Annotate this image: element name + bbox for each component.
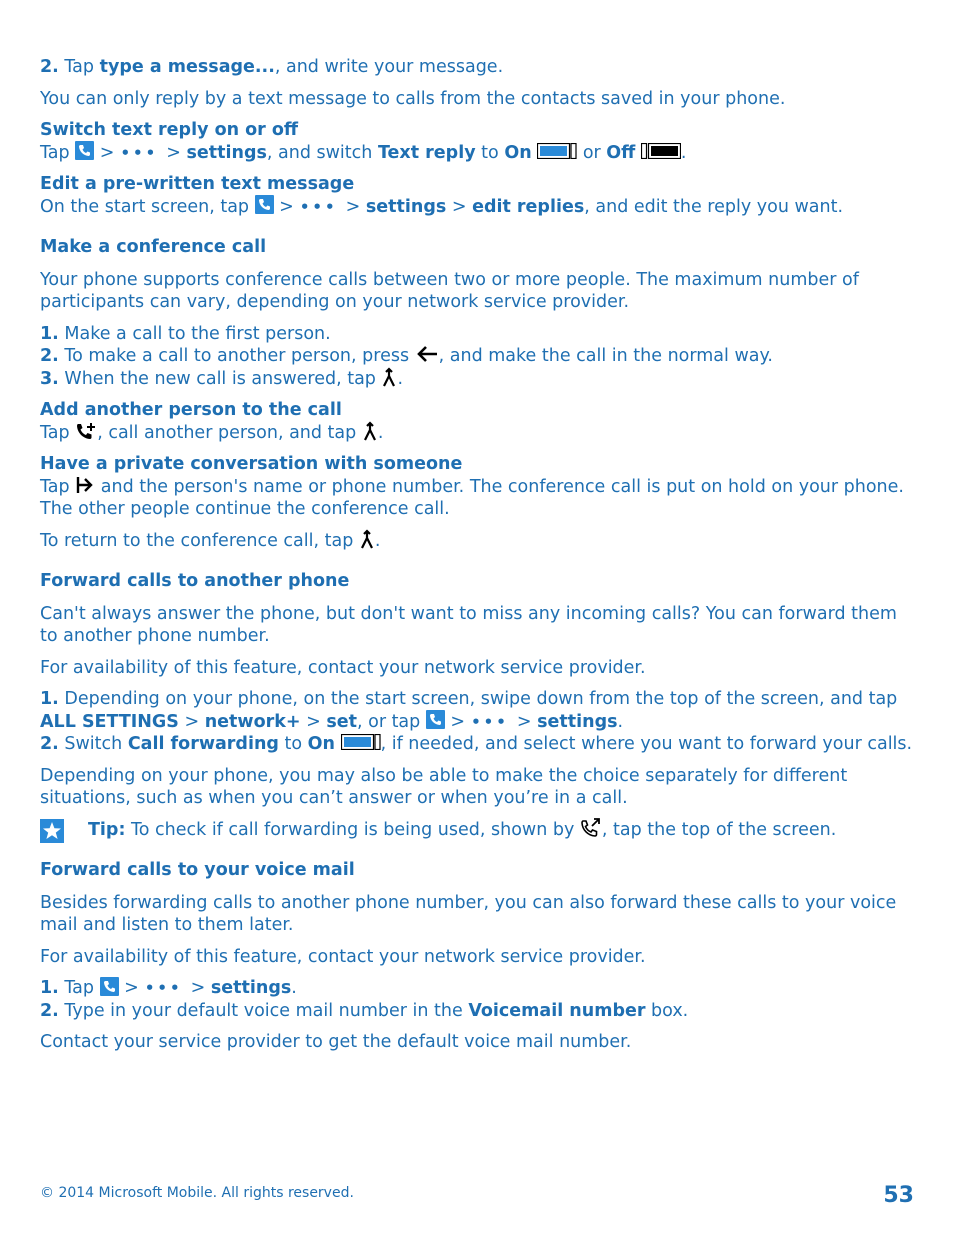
step-number: 2. bbox=[40, 57, 59, 77]
ui-term: network+ bbox=[204, 711, 301, 732]
ui-term: Text reply bbox=[377, 142, 476, 163]
more-dots-icon: ••• bbox=[120, 143, 159, 162]
toggle-on-icon bbox=[537, 143, 577, 159]
switch-text-reply-text bbox=[40, 142, 920, 165]
ui-term: type a message... bbox=[99, 57, 275, 77]
ui-term: On bbox=[504, 142, 532, 163]
ui-term: settings bbox=[210, 978, 292, 998]
forward-intro: Can't always answer the phone, but don't want to miss any incoming calls? You can forward them to another phone number. bbox=[40, 603, 897, 646]
text: Tap bbox=[58, 57, 100, 77]
private-section bbox=[40, 453, 920, 521]
text: Tap bbox=[40, 476, 76, 497]
text: to bbox=[278, 734, 308, 754]
private-call-icon bbox=[75, 475, 95, 495]
text: or bbox=[582, 142, 607, 163]
text: . bbox=[291, 978, 297, 998]
voicemail-intro: Besides forwarding calls to another phone number, you can also forward these calls to your voice mail and listen to them later. bbox=[40, 892, 897, 935]
conference-steps bbox=[40, 323, 920, 391]
text: > bbox=[300, 711, 327, 732]
step bbox=[40, 977, 920, 1000]
text: > bbox=[279, 196, 294, 217]
text: Type in your default voice mail number in the bbox=[58, 1000, 469, 1021]
page-number: 53 bbox=[883, 1183, 914, 1208]
text: > bbox=[166, 142, 181, 163]
step bbox=[40, 345, 920, 368]
text: > bbox=[446, 196, 473, 217]
phone-icon bbox=[100, 977, 119, 996]
voicemail-availability: For availability of this feature, contact your network service provider. bbox=[40, 946, 646, 967]
voicemail-contact: Contact your service provider to get the default voice mail number. bbox=[40, 1032, 632, 1052]
section-title: Make a conference call bbox=[40, 237, 267, 257]
subheading: Edit a pre-written text message bbox=[40, 174, 355, 194]
step bbox=[40, 1000, 920, 1023]
section-title: Forward calls to another phone bbox=[40, 571, 350, 591]
star-icon bbox=[40, 819, 64, 843]
text: > bbox=[516, 711, 532, 732]
tip-label: Tip: bbox=[88, 819, 126, 840]
section-title: Forward calls to your voice mail bbox=[40, 860, 355, 880]
text: Make a call to the first person. bbox=[58, 323, 331, 344]
text: , and edit the reply you want. bbox=[584, 196, 844, 217]
text: , tap the top of the screen. bbox=[601, 819, 837, 840]
add-call-icon bbox=[75, 421, 97, 441]
text: , or tap bbox=[356, 711, 426, 732]
step bbox=[40, 368, 920, 391]
more-dots-icon: ••• bbox=[144, 979, 183, 997]
ui-term: On bbox=[307, 734, 335, 754]
text: Depending on your phone, on the start screen, swipe down from the top of the screen, and tap bbox=[58, 689, 898, 709]
text: > bbox=[124, 978, 139, 998]
reply-note: You can only reply by a text message to calls from the contacts saved in your phone. bbox=[40, 88, 786, 109]
text: To make a call to another person, press bbox=[58, 346, 415, 366]
step bbox=[40, 688, 920, 711]
text: Switch bbox=[58, 734, 128, 754]
step bbox=[40, 323, 920, 346]
private-text bbox=[40, 476, 920, 521]
edit-reply-section bbox=[40, 173, 920, 218]
back-arrow-icon bbox=[415, 344, 439, 364]
reply-step-2 bbox=[40, 56, 920, 79]
merge-calls-icon bbox=[381, 367, 397, 387]
phone-icon bbox=[426, 710, 445, 729]
text: > bbox=[190, 978, 206, 998]
subheading: Have a private conversation with someone bbox=[40, 454, 463, 474]
forward-availability: For availability of this feature, contact your network service provider. bbox=[40, 657, 646, 678]
text: , call another person, and tap bbox=[97, 422, 362, 443]
text: and the person's name or phone number. The conference call is put on hold on your phone. The other people continue the conference call. bbox=[40, 476, 904, 519]
copyright-footer: © 2014 Microsoft Mobile. All rights reserved. bbox=[40, 1185, 354, 1201]
text: > bbox=[450, 711, 466, 732]
add-person-text bbox=[40, 422, 920, 445]
text: Tap bbox=[58, 978, 100, 998]
ui-term: set bbox=[326, 711, 357, 732]
text: Tap bbox=[40, 142, 76, 163]
text: box. bbox=[645, 1000, 689, 1021]
phone-icon bbox=[75, 141, 94, 160]
text: . bbox=[397, 368, 404, 389]
text: On the start screen, tap bbox=[40, 196, 255, 217]
merge-calls-icon bbox=[362, 421, 378, 441]
step-number: 3. bbox=[40, 368, 59, 389]
text: To return to the conference call, tap bbox=[40, 530, 359, 551]
merge-calls-icon bbox=[359, 529, 375, 549]
edit-reply-text bbox=[40, 196, 920, 219]
step bbox=[40, 733, 920, 756]
tip bbox=[40, 819, 920, 842]
call-forwarding-icon bbox=[580, 818, 602, 838]
toggle-off-icon bbox=[641, 143, 681, 159]
text: To check if call forwarding is being used, shown by bbox=[125, 819, 580, 840]
forward-steps bbox=[40, 688, 920, 756]
text: > bbox=[345, 196, 361, 217]
text: > bbox=[178, 711, 205, 732]
text: , and write your message. bbox=[274, 57, 504, 77]
step-number: 2. bbox=[40, 346, 59, 366]
document-page bbox=[40, 56, 920, 1063]
ui-term: Call forwarding bbox=[127, 734, 279, 754]
text: When the new call is answered, tap bbox=[58, 368, 382, 389]
forward-note: Depending on your phone, you may also be able to make the choice separately for different situations, such as when you can’t answer or when you’re in a call. bbox=[40, 765, 848, 808]
text: . bbox=[374, 530, 381, 551]
step-number: 1. bbox=[40, 689, 59, 709]
add-person-section bbox=[40, 399, 920, 444]
toggle-on-icon bbox=[341, 734, 381, 750]
text: Tap bbox=[40, 422, 76, 443]
more-dots-icon: ••• bbox=[471, 712, 509, 731]
voicemail-steps bbox=[40, 977, 920, 1022]
switch-text-reply-section bbox=[40, 119, 920, 164]
text: . bbox=[617, 711, 624, 732]
text: . bbox=[680, 142, 687, 163]
step-number: 2. bbox=[40, 1000, 59, 1021]
subheading: Switch text reply on or off bbox=[40, 120, 299, 140]
ui-term: Off bbox=[606, 142, 636, 163]
text: , and switch bbox=[266, 142, 378, 163]
step-number: 1. bbox=[40, 978, 59, 998]
phone-icon bbox=[255, 195, 274, 214]
subheading: Add another person to the call bbox=[40, 400, 342, 420]
text: to bbox=[475, 142, 505, 163]
ui-term: ALL SETTINGS bbox=[40, 711, 179, 732]
ui-term: Voicemail number bbox=[468, 1000, 646, 1021]
conference-intro: Your phone supports conference calls between two or more people. The maximum number of participants can vary, depending on your network service provider. bbox=[40, 269, 859, 312]
ui-term: settings bbox=[186, 142, 267, 163]
ui-term: settings bbox=[365, 196, 447, 217]
return-to-conference bbox=[40, 530, 920, 553]
text: . bbox=[377, 422, 384, 443]
more-dots-icon: ••• bbox=[299, 197, 338, 216]
step-number: 1. bbox=[40, 323, 59, 344]
step-number: 2. bbox=[40, 734, 59, 754]
text: , if needed, and select where you want to forward your calls. bbox=[380, 734, 913, 754]
text: > bbox=[99, 142, 115, 163]
text: , and make the call in the normal way. bbox=[438, 346, 773, 366]
ui-term: settings bbox=[537, 711, 618, 732]
ui-term: edit replies bbox=[472, 196, 585, 217]
step-continued bbox=[40, 711, 920, 734]
